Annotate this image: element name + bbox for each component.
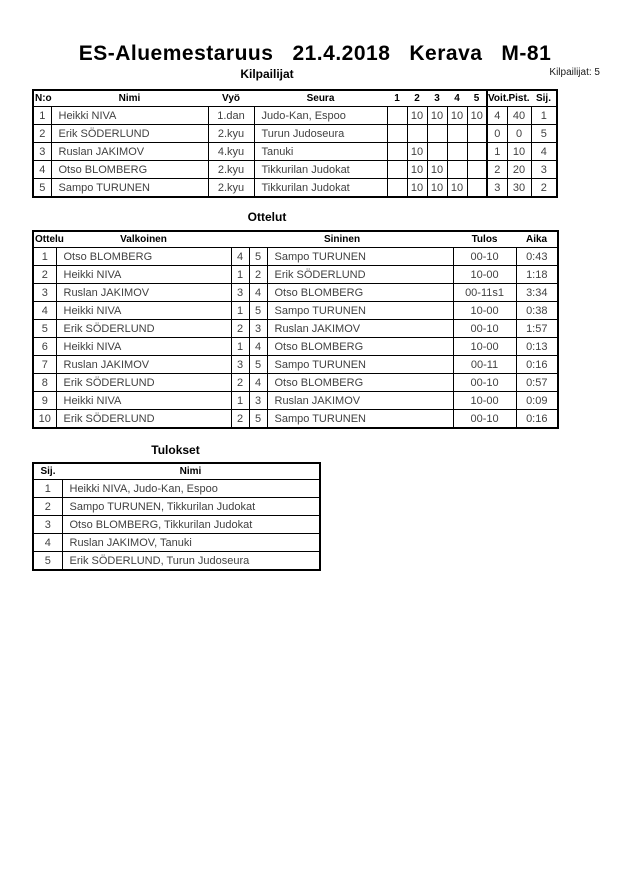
result-cell: 00-11s1	[453, 284, 516, 302]
final-place-cell: 4	[33, 534, 62, 552]
competitor-name-cell: Otso BLOMBERG	[51, 161, 208, 179]
white-name-cell: Otso BLOMBERG	[56, 248, 231, 266]
white-number-cell: 3	[231, 356, 249, 374]
result-cell: 00-10	[453, 374, 516, 392]
competitor-row	[33, 125, 557, 143]
belt-cell: 2.kyu	[208, 125, 254, 143]
wins-cell: 2	[487, 161, 507, 179]
blue-number-cell: 3	[249, 320, 267, 338]
competitor-name-cell: Ruslan JAKIMOV	[51, 143, 208, 161]
points-cell: 10	[507, 143, 531, 161]
white-number-cell: 2	[231, 320, 249, 338]
club-cell: Judo-Kan, Espoo	[254, 107, 387, 125]
match-row	[33, 338, 558, 356]
club-cell: Tikkurilan Judokat	[254, 161, 387, 179]
round-score-cell: 10	[407, 179, 427, 198]
final-name-cell: Otso BLOMBERG, Tikkurilan Judokat	[62, 516, 320, 534]
competitor-name-cell: Erik SÖDERLUND	[51, 125, 208, 143]
blue-number-cell: 4	[249, 284, 267, 302]
col-header-belt: Vyö	[208, 90, 254, 107]
points-cell: 40	[507, 107, 531, 125]
col-header-r2: 2	[407, 90, 427, 107]
col-header-result: Tulos	[453, 231, 516, 248]
club-cell: Turun Judoseura	[254, 125, 387, 143]
white-name-cell: Erik SÖDERLUND	[56, 410, 231, 429]
col-header-r1: 1	[387, 90, 407, 107]
round-score-cell	[447, 143, 467, 161]
round-score-cell: 10	[407, 143, 427, 161]
competitor-name-cell: Sampo TURUNEN	[51, 179, 208, 198]
result-row	[33, 516, 320, 534]
belt-cell: 1.dan	[208, 107, 254, 125]
points-cell: 0	[507, 125, 531, 143]
match-no-cell: 3	[33, 284, 56, 302]
match-row	[33, 302, 558, 320]
blue-name-cell: Sampo TURUNEN	[267, 356, 453, 374]
round-score-cell	[467, 125, 487, 143]
col-header-match-no: Ottelu	[33, 231, 56, 248]
blue-number-cell: 5	[249, 410, 267, 429]
place-cell: 4	[531, 143, 557, 161]
blue-number-cell: 4	[249, 374, 267, 392]
club-cell: Tanuki	[254, 143, 387, 161]
col-header-club: Seura	[254, 90, 387, 107]
final-place-cell: 3	[33, 516, 62, 534]
round-score-cell	[387, 161, 407, 179]
competitor-no-cell: 5	[33, 179, 51, 198]
white-number-cell: 1	[231, 392, 249, 410]
round-score-cell: 10	[447, 107, 467, 125]
points-cell: 20	[507, 161, 531, 179]
time-cell: 3:34	[516, 284, 558, 302]
club-cell: Tikkurilan Judokat	[254, 179, 387, 198]
results-table	[32, 462, 321, 571]
round-score-cell	[387, 107, 407, 125]
time-cell: 0:57	[516, 374, 558, 392]
col-header-time: Aika	[516, 231, 558, 248]
col-header-points: Pist.	[507, 90, 531, 107]
round-score-cell	[427, 143, 447, 161]
competitors-header-row	[33, 90, 557, 107]
white-number-cell: 2	[231, 410, 249, 429]
wins-cell: 0	[487, 125, 507, 143]
time-cell: 0:43	[516, 248, 558, 266]
result-cell: 00-10	[453, 320, 516, 338]
competitor-row	[33, 161, 557, 179]
page-title: ES-Aluemestaruus 21.4.2018 Kerava M-81	[78, 42, 552, 65]
white-number-cell: 1	[231, 302, 249, 320]
time-cell: 0:38	[516, 302, 558, 320]
round-score-cell	[407, 125, 427, 143]
final-place-cell: 1	[33, 480, 62, 498]
col-header-wins: Voit.	[487, 90, 507, 107]
round-score-cell: 10	[467, 107, 487, 125]
round-score-cell	[467, 161, 487, 179]
match-row	[33, 374, 558, 392]
match-row	[33, 392, 558, 410]
result-cell: 00-11	[453, 356, 516, 374]
result-row	[33, 498, 320, 516]
wins-cell: 3	[487, 179, 507, 198]
match-row	[33, 248, 558, 266]
result-row	[33, 534, 320, 552]
col-header-final-name: Nimi	[62, 463, 320, 480]
time-cell: 1:18	[516, 266, 558, 284]
round-score-cell	[467, 179, 487, 198]
white-name-cell: Heikki NIVA	[56, 266, 231, 284]
match-row	[33, 410, 558, 429]
blue-name-cell: Otso BLOMBERG	[267, 338, 453, 356]
match-row	[33, 320, 558, 338]
belt-cell: 4.kyu	[208, 143, 254, 161]
competitors-count-label: Kilpailijat: 5	[549, 67, 600, 78]
final-place-cell: 2	[33, 498, 62, 516]
blue-number-cell: 3	[249, 392, 267, 410]
col-header-blue: Sininen	[231, 231, 453, 248]
blue-name-cell: Ruslan JAKIMOV	[267, 392, 453, 410]
wins-cell: 4	[487, 107, 507, 125]
match-no-cell: 4	[33, 302, 56, 320]
round-score-cell	[387, 179, 407, 198]
blue-number-cell: 2	[249, 266, 267, 284]
matches-header-row	[33, 231, 558, 248]
col-header-final-place: Sij.	[33, 463, 62, 480]
col-header-r5: 5	[467, 90, 487, 107]
points-cell: 30	[507, 179, 531, 198]
competitor-no-cell: 1	[33, 107, 51, 125]
white-name-cell: Erik SÖDERLUND	[56, 374, 231, 392]
white-number-cell: 1	[231, 266, 249, 284]
competitor-row	[33, 143, 557, 161]
white-number-cell: 1	[231, 338, 249, 356]
result-cell: 00-10	[453, 410, 516, 429]
belt-cell: 2.kyu	[208, 161, 254, 179]
col-header-white: Valkoinen	[56, 231, 231, 248]
round-score-cell: 10	[427, 179, 447, 198]
white-name-cell: Ruslan JAKIMOV	[56, 356, 231, 374]
col-header-no: N:o	[33, 90, 51, 107]
time-cell: 0:16	[516, 410, 558, 429]
blue-number-cell: 5	[249, 356, 267, 374]
blue-name-cell: Otso BLOMBERG	[267, 284, 453, 302]
white-name-cell: Erik SÖDERLUND	[56, 320, 231, 338]
place-cell: 3	[531, 161, 557, 179]
place-cell: 2	[531, 179, 557, 198]
match-no-cell: 1	[33, 248, 56, 266]
match-no-cell: 5	[33, 320, 56, 338]
result-cell: 10-00	[453, 392, 516, 410]
time-cell: 0:09	[516, 392, 558, 410]
time-cell: 0:13	[516, 338, 558, 356]
round-score-cell: 10	[427, 161, 447, 179]
matches-table-title: Ottelut	[247, 210, 287, 224]
competitors-table-title: Kilpailijat	[240, 67, 294, 81]
match-row	[33, 284, 558, 302]
match-no-cell: 6	[33, 338, 56, 356]
match-no-cell: 9	[33, 392, 56, 410]
competitor-no-cell: 2	[33, 125, 51, 143]
round-score-cell	[447, 161, 467, 179]
white-name-cell: Heikki NIVA	[56, 338, 231, 356]
col-header-r4: 4	[447, 90, 467, 107]
competitors-table	[32, 89, 558, 198]
match-no-cell: 7	[33, 356, 56, 374]
round-score-cell	[387, 125, 407, 143]
final-name-cell: Heikki NIVA, Judo-Kan, Espoo	[62, 480, 320, 498]
time-cell: 0:16	[516, 356, 558, 374]
round-score-cell: 10	[407, 161, 427, 179]
blue-name-cell: Sampo TURUNEN	[267, 248, 453, 266]
blue-name-cell: Sampo TURUNEN	[267, 302, 453, 320]
final-name-cell: Sampo TURUNEN, Tikkurilan Judokat	[62, 498, 320, 516]
match-no-cell: 8	[33, 374, 56, 392]
results-table-title: Tulokset	[151, 443, 200, 457]
round-score-cell	[387, 143, 407, 161]
competitor-no-cell: 4	[33, 161, 51, 179]
col-header-name: Nimi	[51, 90, 208, 107]
match-no-cell: 10	[33, 410, 56, 429]
round-score-cell: 10	[447, 179, 467, 198]
matches-table	[32, 230, 559, 429]
belt-cell: 2.kyu	[208, 179, 254, 198]
wins-cell: 1	[487, 143, 507, 161]
result-cell: 10-00	[453, 338, 516, 356]
white-name-cell: Heikki NIVA	[56, 392, 231, 410]
col-header-r3: 3	[427, 90, 447, 107]
result-cell: 00-10	[453, 248, 516, 266]
match-no-cell: 2	[33, 266, 56, 284]
white-number-cell: 2	[231, 374, 249, 392]
result-cell: 10-00	[453, 302, 516, 320]
result-cell: 10-00	[453, 266, 516, 284]
final-place-cell: 5	[33, 552, 62, 571]
round-score-cell	[427, 125, 447, 143]
competitor-row	[33, 179, 557, 198]
blue-number-cell: 5	[249, 302, 267, 320]
competitor-name-cell: Heikki NIVA	[51, 107, 208, 125]
blue-name-cell: Sampo TURUNEN	[267, 410, 453, 429]
competitor-no-cell: 3	[33, 143, 51, 161]
blue-number-cell: 5	[249, 248, 267, 266]
white-number-cell: 3	[231, 284, 249, 302]
result-row	[33, 480, 320, 498]
final-name-cell: Ruslan JAKIMOV, Tanuki	[62, 534, 320, 552]
place-cell: 5	[531, 125, 557, 143]
final-name-cell: Erik SÖDERLUND, Turun Judoseura	[62, 552, 320, 571]
col-header-place: Sij.	[531, 90, 557, 107]
match-row	[33, 266, 558, 284]
round-score-cell	[447, 125, 467, 143]
results-header-row	[33, 463, 320, 480]
white-number-cell: 4	[231, 248, 249, 266]
blue-name-cell: Otso BLOMBERG	[267, 374, 453, 392]
blue-number-cell: 4	[249, 338, 267, 356]
blue-name-cell: Ruslan JAKIMOV	[267, 320, 453, 338]
match-row	[33, 356, 558, 374]
round-score-cell	[467, 143, 487, 161]
white-name-cell: Heikki NIVA	[56, 302, 231, 320]
place-cell: 1	[531, 107, 557, 125]
white-name-cell: Ruslan JAKIMOV	[56, 284, 231, 302]
blue-name-cell: Erik SÖDERLUND	[267, 266, 453, 284]
result-row	[33, 552, 320, 571]
time-cell: 1:57	[516, 320, 558, 338]
round-score-cell: 10	[407, 107, 427, 125]
competitor-row	[33, 107, 557, 125]
round-score-cell: 10	[427, 107, 447, 125]
